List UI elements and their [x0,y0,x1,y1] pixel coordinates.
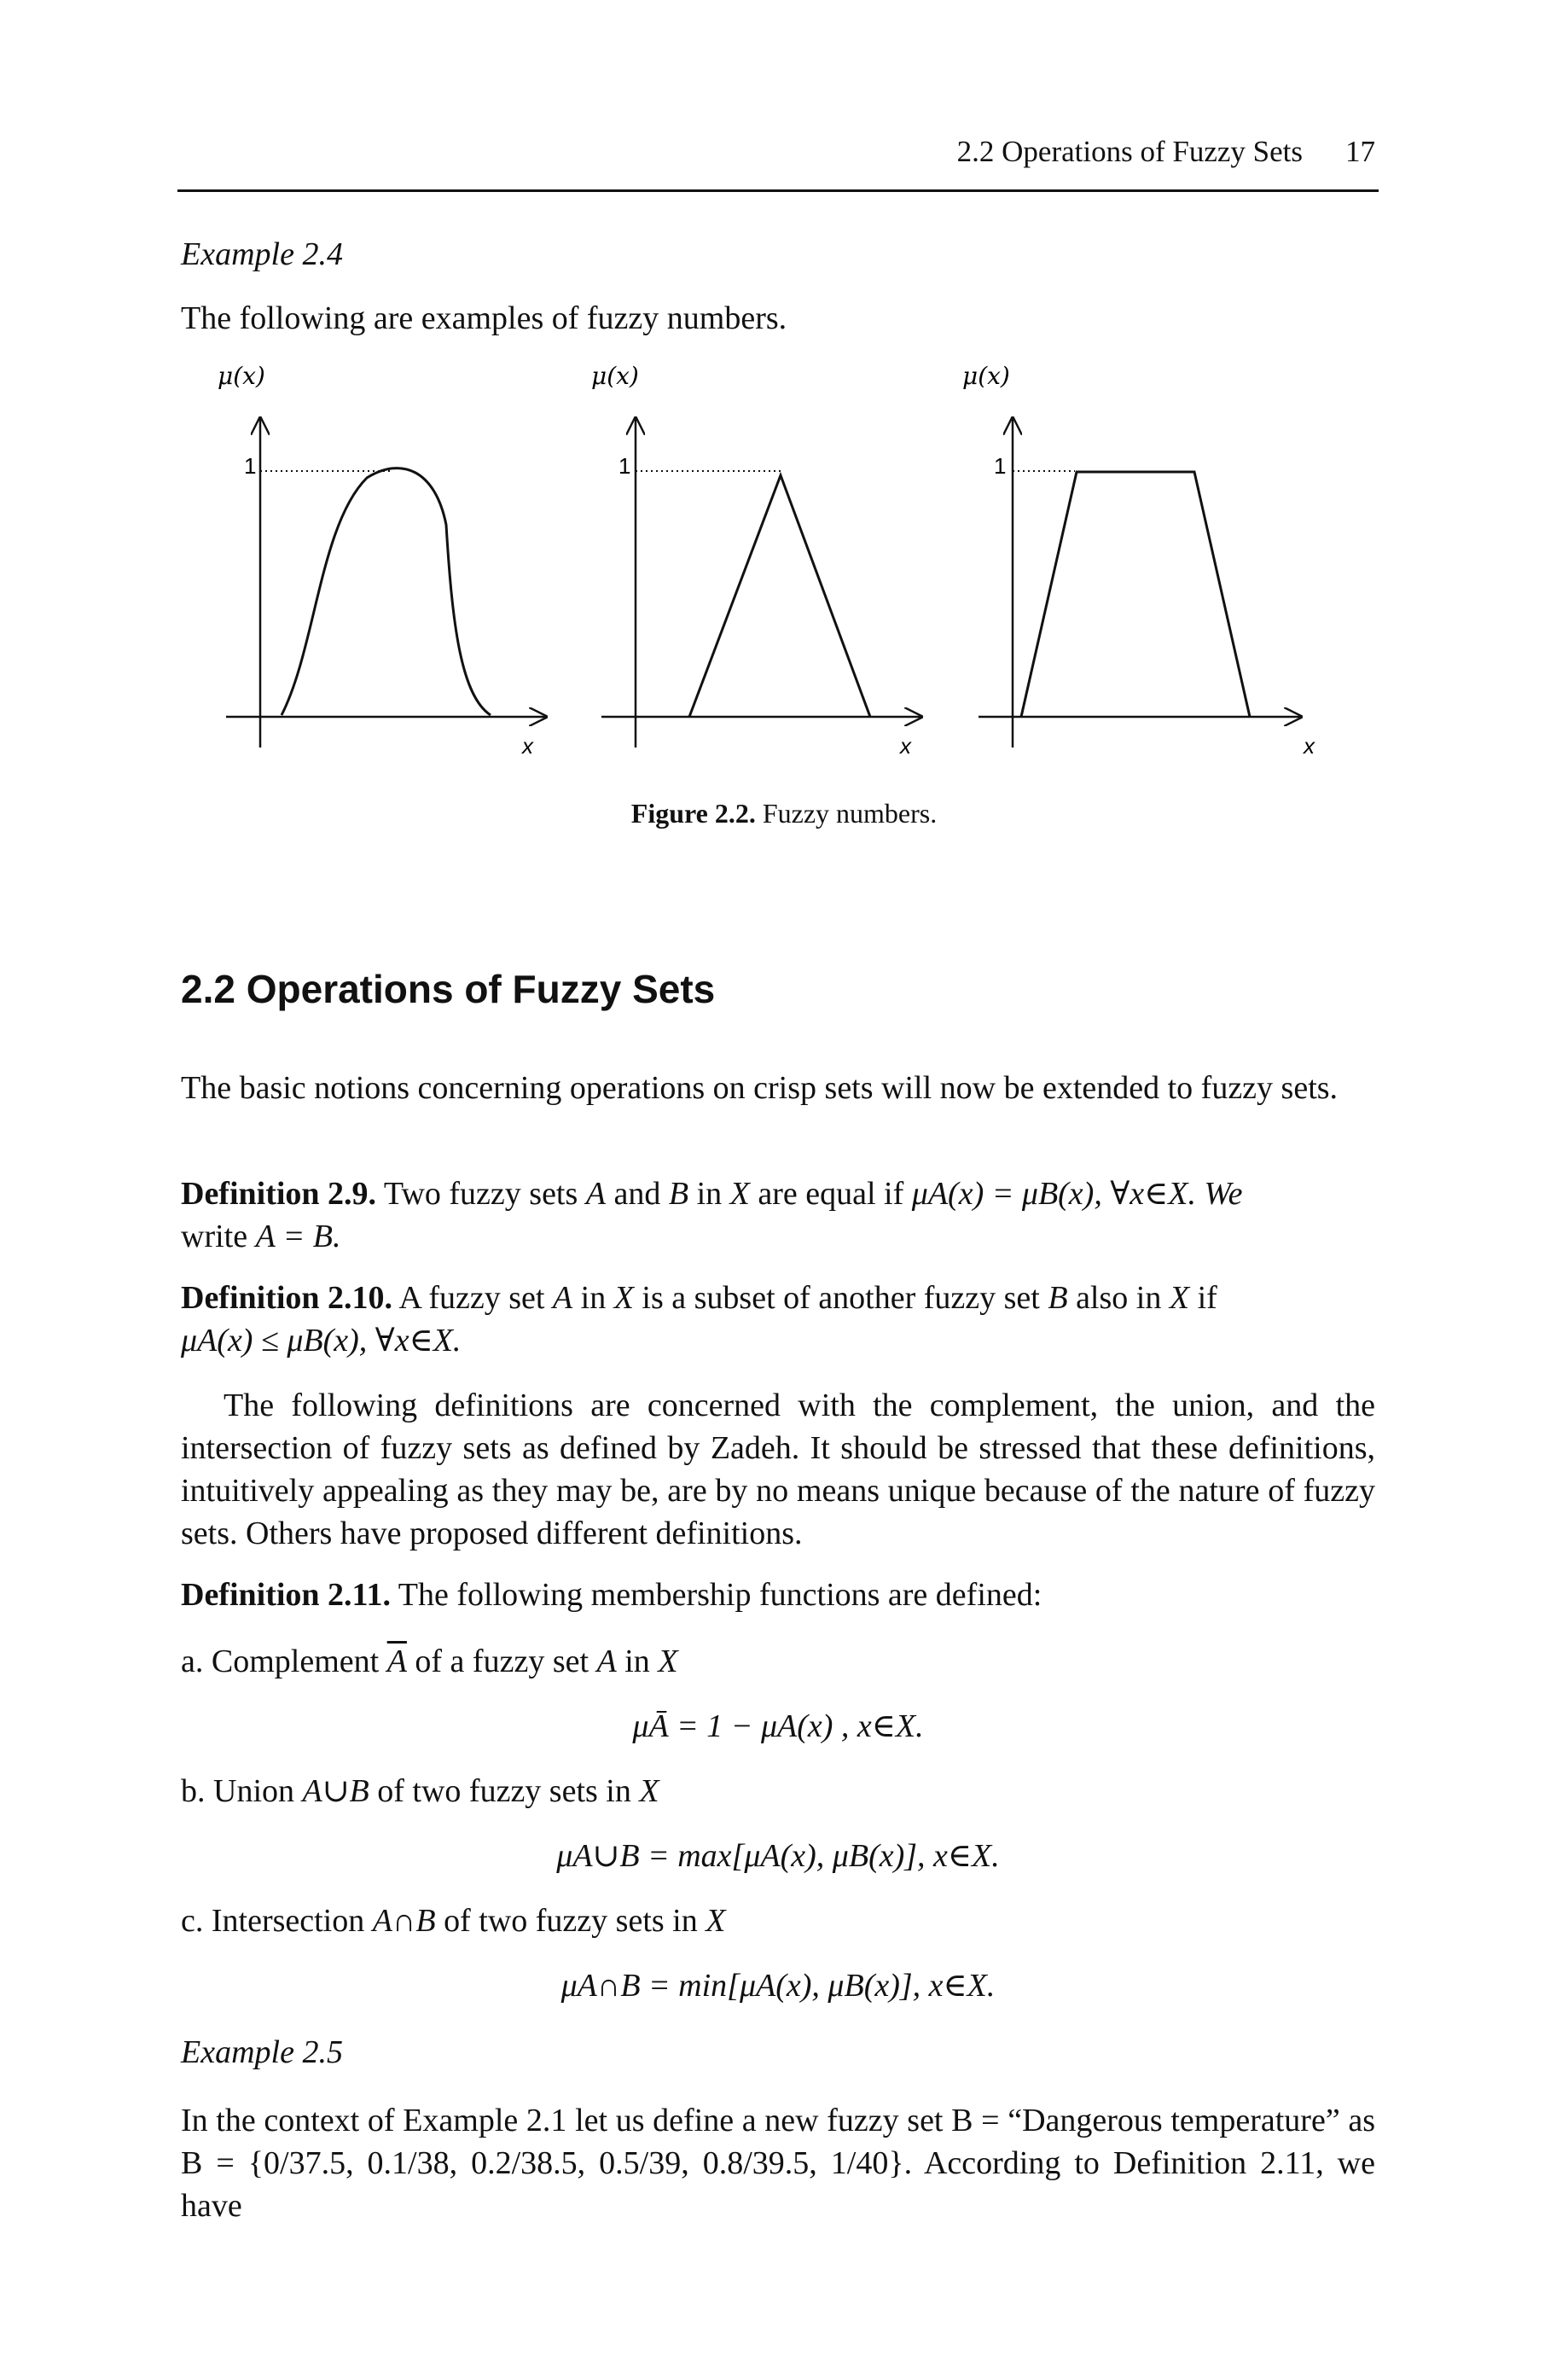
section-intro: The basic notions concerning operations on crisp sets will now be extended to fuzzy sets. [181,1070,1339,1106]
item-b-set: X [639,1773,659,1809]
panel-triangle [591,362,921,759]
formula-intersection [181,1964,1375,2007]
def-2-9-text-a: Two fuzzy sets [383,1176,578,1212]
def-2-10-set-x-2: X [1169,1280,1190,1316]
def-2-10-label: Definition 2.10. [181,1280,393,1316]
example-2-4-label: Example 2.4 [181,236,343,272]
item-a-text-c: in [624,1644,650,1679]
bell-curve [282,468,491,715]
one-label-1: 1 [244,453,257,479]
figure-caption [0,798,1568,829]
y-label-3: μ(x) [962,362,1010,390]
def-2-9-and: and [613,1176,661,1212]
item-a-var: A [596,1644,617,1679]
zadeh-paragraph: The following definitions are concerned with the complement, the union, and the intersection of fuzzy sets as defined by Zadeh. It should be stressed that these definitions, intuitively appealing as they may be, are by no means unique because of the nature of fuzzy sets. Others have proposed different definitions. [181,1388,1375,1551]
example-2-5-text: In the context of Example 2.1 let us define a new fuzzy set B = “Dangerous temperature” as B = {0/37.5, 0.1/38, 0.2/38.5, 0.5/39, 0.8/39.5, 1/40}. According to Definition 2.11, we have [181,2103,1375,2224]
def-2-10-text-c: also in [1076,1280,1162,1316]
def-2-10-in: in [580,1280,607,1316]
def-2-11-item-b [181,1770,1375,1812]
def-2-10-text-b: is a subset of another fuzzy set [642,1280,1040,1316]
y-label-1: μ(x) [218,362,265,390]
item-b-symbol: A∪B [302,1773,369,1809]
one-label-2: 1 [618,453,631,479]
def-2-10-set-x: X [613,1280,634,1316]
item-c-text-a: Intersection [211,1903,365,1939]
definition-2-11 [181,1574,1375,1616]
def-2-9-set-x: X [729,1176,750,1212]
item-c-text-b: of two fuzzy sets in [444,1903,698,1939]
item-a-text-b: of a fuzzy set [415,1644,589,1679]
header-rule [177,189,1379,192]
item-a-symbol: $\overline{A}$ [386,1644,407,1679]
fuzzy-numbers-figure [0,341,1568,785]
def-2-10-equation: μA(x) ≤ μB(x), ∀x∈X. [181,1323,462,1359]
panel-bell [218,362,546,759]
x-label-3: x [1304,733,1315,759]
def-2-10-var-b: B [1048,1280,1068,1316]
def-2-11-item-c [181,1900,1375,1942]
formula-union-text: μA∪B = max[μA(x), μB(x)], x∈X. [556,1838,1000,1874]
example-2-4-text: The following are examples of fuzzy numbers. [181,300,787,336]
running-head [957,135,1375,169]
definition-2-10 [181,1277,1375,1362]
one-label-3: 1 [994,453,1007,479]
item-a-set: X [658,1644,678,1679]
figure-caption-text: Fuzzy numbers. [762,798,938,829]
panel-trapezoid [962,362,1315,759]
figure-2-2 [0,341,1568,785]
def-2-9-a-eq-b: A = B. [255,1219,341,1254]
item-c-set: X [706,1903,726,1939]
def-2-9-write: write [181,1219,248,1254]
formula-intersection-text: μA∩B = min[μA(x), μB(x)], x∈X. [560,1968,996,2004]
figure-caption-label: Figure 2.2. [630,798,756,829]
def-2-11-text: The following membership functions are defined: [398,1577,1042,1613]
page-number: 17 [1345,135,1375,168]
def-2-9-text-b: are equal if [758,1176,904,1212]
item-a-marker: a. [181,1644,204,1679]
def-2-9-equation: μA(x) = μB(x), ∀x∈X. We [911,1176,1243,1212]
def-2-10-var-a: A [552,1280,573,1316]
formula-complement [181,1705,1375,1748]
item-c-symbol: A∩B [372,1903,436,1939]
triangle-shape [689,475,870,717]
trapezoid-shape [1021,472,1250,717]
formula-union [181,1835,1375,1877]
item-c-marker: c. [181,1903,204,1939]
x-label-1: x [522,733,533,759]
def-2-11-label: Definition 2.11. [181,1577,391,1613]
x-label-2: x [900,733,911,759]
running-head-section: 2.2 Operations of Fuzzy Sets [956,135,1303,168]
def-2-9-label: Definition 2.9. [181,1176,377,1212]
def-2-9-var-a: A [585,1176,606,1212]
def-2-9-in: in [696,1176,723,1212]
y-label-2: μ(x) [591,362,639,390]
formula-complement-text: μĀ = 1 − μA(x) , x∈X. [632,1708,924,1744]
item-a-text-a: Complement [211,1644,380,1679]
item-b-text-a: Union [213,1773,294,1809]
item-b-text-b: of two fuzzy sets in [377,1773,631,1809]
section-title: 2.2 Operations of Fuzzy Sets [181,967,716,1011]
def-2-10-if: if [1197,1280,1217,1316]
def-2-11-item-a [181,1640,1375,1683]
def-2-9-var-b: B [668,1176,689,1212]
example-2-5-label: Example 2.5 [181,2034,343,2070]
definition-2-9 [181,1172,1375,1258]
def-2-10-text-a: A fuzzy set [398,1280,545,1316]
item-b-marker: b. [181,1773,206,1809]
